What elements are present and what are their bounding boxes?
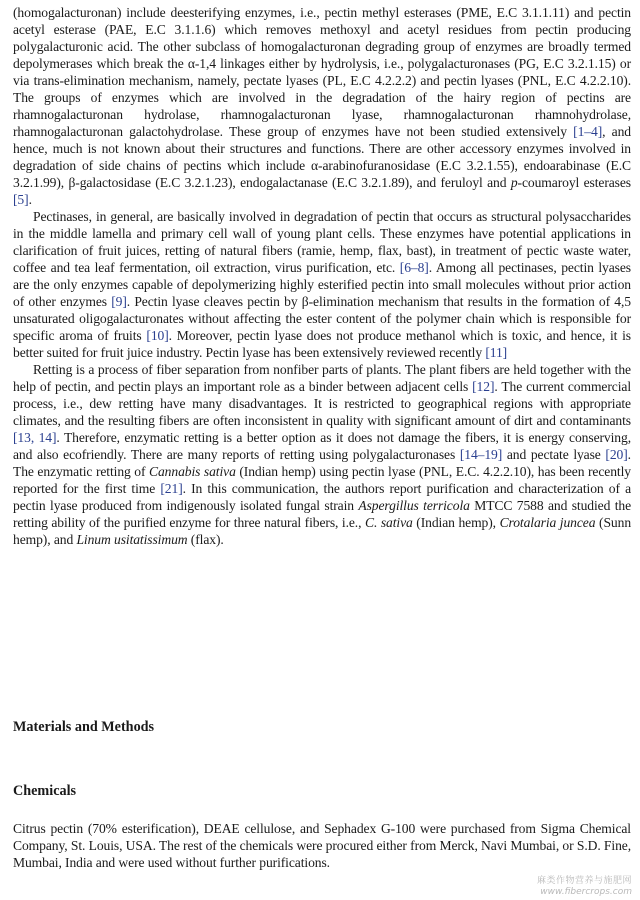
italic-term: Aspergillus terricola [358,498,470,513]
citation-link[interactable]: [12] [472,379,495,394]
paragraph-text: (Indian hemp) using pectin lyase (PNL, E.C. 4.2.2.10), has been recently reported for the first time [13,464,631,496]
paragraph-text: , and hence, much is not known about their structures and functions. There are other accessory enzymes involved in degradation of side chains of pectins which include α-arabinofuranosidase (E.C 3.2.1.55), endoarabinase (E.C 3.2.1.99), β-galactosidase (E.C 3.2.1.23), endogalactanase (E.C 3.2.1.89), and feruloyl and [13,124,631,190]
intro-paragraph-1 [13,4,631,208]
subsection-heading: Chemicals [13,783,77,799]
paragraph-text: . Moreover, pectin lyase does not produce methanol which is toxic, and hence, it is better suited for fruit juice industry. Pectin lyase has been extensively reviewed recently [13,328,631,360]
italic-term: p [510,175,518,190]
section-heading: Materials and Methods [13,719,155,735]
paragraph-text: . The enzymatic retting of [13,447,631,479]
paragraph-text: . Therefore, enzymatic retting is a better option as it does not damage the fibers, it is energy conserving, and also ecofriendly. There are many reports of retting using polygalacturonases [13,430,631,462]
paragraph-text: Pectinases, in general, are basically involved in degradation of pectin that occurs as structural polysaccharides in the middle lamella and primary cell wall of young plant cells. These enzymes have potential applications in clarification of fruit juices, retting of natural fibers (ramie, hemp, flax, bast), in treatment of pectic waste water, coffee and tea leaf fermentation, oil extraction, virus purification, etc. [13,209,631,275]
italic-term: Cannabis sativa [149,464,236,479]
citation-link[interactable]: [6–8] [399,260,429,275]
paragraph-text: . Pectin lyase cleaves pectin by β-elimination mechanism that results in the formation of 4,5 unsaturated oligogalacturonates without affecting the ester content of the polymer chain which is responsible for specific aroma of fruits [13,294,631,343]
citation-link[interactable]: [5] [13,192,29,207]
citation-link[interactable]: [10] [146,328,169,343]
intro-paragraph-3 [13,361,631,548]
italic-term: C. sativa [364,515,413,530]
citation-link[interactable]: [20] [605,447,628,462]
site-watermark [537,876,632,898]
intro-paragraph-2 [13,208,631,361]
paragraph-text: . In this communication, the authors report purification and characterization of a pectin lyase produced from indigenously isolated fungal strain [13,481,632,513]
paragraph-text: . The current commercial process, i.e., dew retting have many disadvantages. It is restricted to geographical regions with appropriate climates, and the resulting fibers are often inconsistent in quality with significant amount of dirt and contaminants [13,379,632,428]
paragraph-text: (flax). [187,532,224,547]
citation-link[interactable]: [11] [485,345,508,360]
citation-link[interactable]: [13, 14] [13,430,57,445]
paragraph-text: (Indian hemp), [412,515,500,530]
citation-link[interactable]: [1–4] [573,124,603,139]
paragraph-text: -coumaroyl esterases [517,175,632,190]
paragraph-text: MTCC 7588 and studied the retting ability of the purified enzyme for three natural fibers, i.e., [13,498,632,530]
paragraph-text: (Sunn hemp), and [13,515,632,547]
paragraph-text: and pectate lyase [502,447,606,462]
italic-term: Linum usitatissimum [76,532,188,547]
paragraph-text: . Among all pectinases, pectin lyases are the only enzymes capable of depolymerizing highly esterified pectin into small molecules without prior action of other enzymes [13,260,631,309]
paragraph-text: (homogalacturonan) include deesterifying enzymes, i.e., pectin methyl esterases (PME, E.C 3.1.1.11) and pectin acetyl esterase (PAE, E.C 3.1.1.6) which removes methoxyl and acetyl residues from pectin producing polygalacturonic acid. The other subclass of homogalacturonan degrading group of enzymes are broadly termed depolymerases which break the α-1,4 linkages either by hydrolysis, i.e., polygalacturonases (PG, E.C 3.2.1.15) or via trans-elimination mechanism, namely, pectate lyases (PL, E.C 4.2.2.2) and pectin lyases (PNL, E.C 4.2.2.10). The groups of enzymes which are involved in the degradation of the hairy region of pectins are rhamnogalacturonan hydrolase, rhamnogalacturonan lyase, rhamnogalacturonan rhamnohydrolase, rhamnogalacturonan galactohydrolase. These group of enzymes have not been studied extensively [13,5,631,139]
paragraph-text: . [28,192,32,207]
paragraph-text: Retting is a process of fiber separation from nonfiber parts of plants. The plant fibers are held together with the help of pectin, and pectin plays an important role as a binder between adjacent cells [13,362,631,394]
italic-term: Crotalaria juncea [499,515,596,530]
citation-link[interactable]: [21] [160,481,183,496]
citation-link[interactable]: [9] [111,294,127,309]
watermark-url: www.fibercrops.com [540,887,632,897]
citation-link[interactable]: [14–19] [459,447,503,462]
article-body [13,4,631,548]
methods-paragraph: Citrus pectin (70% esterification), DEAE cellulose, and Sephadex G-100 were purchased from Sigma Chemical Company, St. Louis, USA. The rest of the chemicals were procured either from Merck, Navi Mumbai, or S.D. Fine, Mumbai, India and were used without further purifications. [13,821,631,870]
watermark-title: 麻类作物营养与施肥网 [536,876,632,886]
